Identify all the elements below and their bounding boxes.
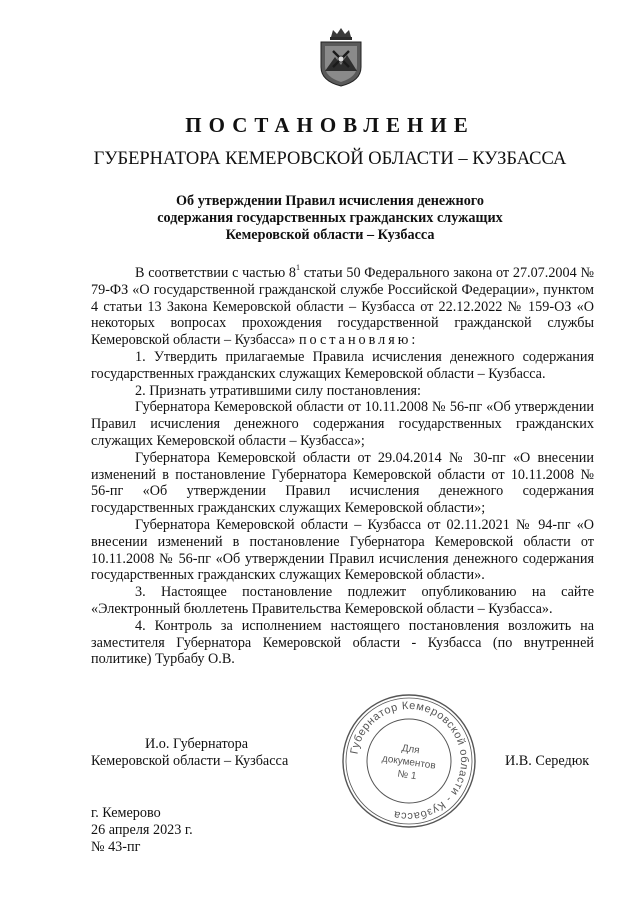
document-type: ПОСТАНОВЛЕНИЕ xyxy=(185,113,475,137)
official-stamp xyxy=(338,690,480,832)
item-1: 1. Утвердить прилагаемые Правила исчисления денежного содержания государственных гражданских служащих Кемеровской области – Кузбасса. xyxy=(91,348,594,382)
item-2-repealed-b: Губернатора Кемеровской области от 29.04.2014 № 30-пг «О внесении изменений в постановление Губернатора Кемеровской области от 10.11.2008 № 56-пг «Об утверждении Правил исчисления денежного содержания государственных гражданских служащих Кемеровской области»; xyxy=(91,449,594,517)
subject-line: содержания государственных гражданских служащих xyxy=(157,210,503,226)
issuing-authority: ГУБЕРНАТОРА КЕМЕРОВСКОЙ ОБЛАСТИ – КУЗБАССА xyxy=(93,149,567,169)
item-2: 2. Признать утратившими силу постановления: xyxy=(135,382,421,399)
subject-line: Кемеровской области – Кузбасса xyxy=(225,227,435,243)
subject-line: Об утверждении Правил исчисления денежного xyxy=(176,193,484,209)
signatory-name: И.В. Середюк xyxy=(505,753,590,769)
kemerovo-coat-of-arms-icon xyxy=(317,27,365,87)
city: г. Кемерово xyxy=(91,805,161,821)
document-footer xyxy=(91,805,193,856)
document-body xyxy=(91,265,594,668)
document-date: 26 апреля 2023 г. xyxy=(91,822,193,838)
stamp-center-line: документов xyxy=(381,753,437,772)
item-2-repealed-a: Губернатора Кемеровской области от 10.11.2008 № 56-пг «Об утверждении Правил исчисления денежного содержания государственных гражданских служащих Кемеровской области – Кузбасса»; xyxy=(91,399,594,449)
signatory-title: И.о. Губернатора Кемеровской области – Кузбасса xyxy=(91,736,289,769)
stamp-center-line: Для xyxy=(400,742,421,757)
preamble-paragraph: В соответствии с частью $8^1$ статьи 50 Федерального закона от 27.07.2004 № 79-ФЗ «О государственной гражданской службе Российской Федерации», пунктом 4 статьи 13 Закона Кемеровской области – Кузбасса от 22.12.2022 № 159-ОЗ «О некоторых вопросах прохождения государственной гражданской службы Кемеровской области – Кузбасса» постановляю: xyxy=(91,263,594,349)
item-3: 3. Настоящее постановление подлежит опубликованию на сайте «Электронный бюллетень Правительства Кемеровской области – Кузбасса». xyxy=(91,584,594,617)
document-number: № 43-пг xyxy=(91,839,141,855)
document-subject xyxy=(0,193,640,244)
item-4: 4. Контроль за исполнением настоящего постановления возложить на заместителя Губернатора Кемеровской области - Кузбасса (по внутренней политике) Турбабу О.В. xyxy=(91,617,594,668)
stamp-ring-text: Губернатор Кемеровской области - Кузбасса xyxy=(348,699,471,823)
superscript: 1 xyxy=(296,263,301,272)
action-word: постановляю xyxy=(298,332,412,349)
item-2-repealed-c: Губернатора Кемеровской области – Кузбасса от 02.11.2021 № 94-пг «О внесении изменений в постановление Губернатора Кемеровской области от 10.11.2008 № 56-пг «Об утверждении Правил исчисления денежного содержания государственных гражданских служащих Кемеровской области». xyxy=(91,516,594,584)
stamp-center-line: № 1 xyxy=(396,768,418,783)
